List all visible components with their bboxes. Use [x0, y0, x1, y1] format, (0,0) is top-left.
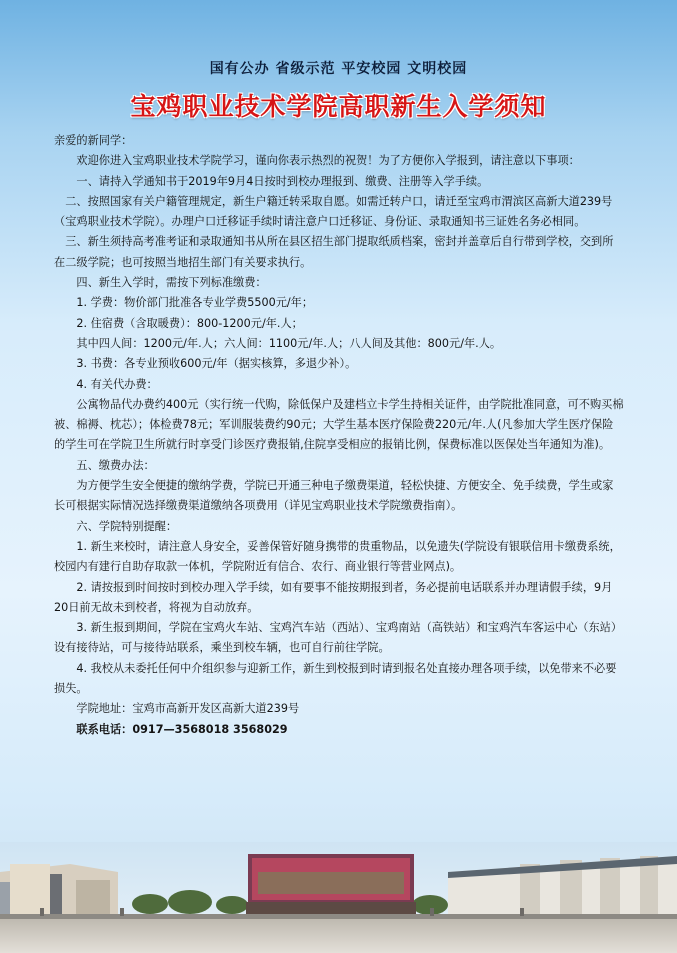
- fee-dorm-detail: 其中四人间：1200元/年.人；六人间：1100元/年.人；八人间及其他：800元/年.人。: [76, 336, 502, 350]
- item-2: 二、按照国家有关户籍管理规定，新生户籍迁转采取自愿。如需迁转户口，请迁至宝鸡市渭滨区高新大道239号（宝鸡职业技术学院）。办理户口迁移证手续时请注意户口迁移证、身份证、录取通知书三证姓名务必相同。: [54, 194, 613, 229]
- fee-other-text: 公寓物品代办费约400元（实行统一代购，除低保户及建档立卡学生持相关证件，由学院批准同意，可不购买棉被、棉褥、枕芯）；体检费78元；军训服装费约90元；大学生基本医疗保险费220元/年.人(凡参加大学生医疗保险的学生可在学院卫生所就行时享受门诊医疗费报销,住院享受相应的报销比例，保费标准以医保处当年通知为准)。: [54, 397, 624, 452]
- item-5: 五、缴费办法：: [76, 458, 155, 472]
- phone-label: 联系电话：: [76, 722, 133, 736]
- item-6: 六、学院特别提醒：: [76, 519, 178, 533]
- item-5-text: 为方便学生安全便捷的缴纳学费，学院已开通三种电子缴费渠道，轻松快捷、方便安全、免手续费，学生或家长可根据实际情况选择缴费渠道缴纳各项费用（详见宝鸡职业技术学院缴费指南）。: [54, 479, 614, 513]
- tagline: 国有公办 省级示范 平安校园 文明校园: [209, 61, 468, 77]
- greeting: 亲爱的新同学：: [54, 134, 133, 147]
- reminder-2: 2. 请按报到时间按时到校办理入学手续，如有要事不能按期报到者，务必提前电话联系并办理请假手续，9月20日前无故未到校者，将视为自动放弃。: [54, 580, 613, 614]
- item-3: 三、新生须持高考准考证和录取通知书从所在县区招生部门提取纸质档案，密封并盖章后自行带到学校，交到所在二级学院；也可按照当地招生部门有关要求执行。: [54, 235, 614, 269]
- phone-line: [54, 720, 624, 740]
- reminder-4: 4. 我校从未委托任何中介组织参与迎新工作，新生到校报到时请到报名处直接办理各项手续，以免带来不必要损失。: [54, 661, 617, 696]
- item-4: 四、新生入学时，需按下列标准缴费：: [76, 276, 267, 290]
- phone-value: 0917—3568018 3568029: [132, 722, 288, 736]
- intro-paragraph: 欢迎你进入宝鸡职业技术学院学习，谨向你表示热烈的祝贺！为了方便你入学报到，请注意以下事项：: [76, 154, 580, 168]
- page-title: 宝鸡职业技术学院高职新生入学须知: [130, 92, 547, 121]
- address-line: [54, 699, 624, 719]
- fee-books: 3. 书费：各专业预收600元/年（据实核算，多退少补）。: [76, 357, 357, 371]
- notice-body: [54, 131, 624, 740]
- fee-tuition: 1. 学费：物价部门批准各专业学费5500元/年；: [76, 296, 314, 310]
- address-value: 宝鸡市高新开发区高新大道239号: [132, 702, 300, 716]
- campus-photo: [0, 842, 677, 953]
- reminder-3: 3. 新生报到期间，学院在宝鸡火车站、宝鸡汽车站（西站）、宝鸡南站（高铁站）和宝鸡汽车客运中心（东站）设有接待站，可与接待站联系，乘坐到校车辆，也可自行前往学院。: [54, 621, 623, 655]
- address-label: 学院地址：: [76, 702, 133, 716]
- fee-dorm: 2. 住宿费（含取暖费）：800-1200元/年.人；: [76, 316, 303, 330]
- reminder-1: 1. 新生来校时，请注意人身安全，妥善保管好随身携带的贵重物品，以免遗失(学院设有银联信用卡缴费系统，校园内有建行自助存取款一体机，学院附近有信合、农行、商业银行等营业网点)。: [54, 539, 621, 574]
- item-1: 一、请持入学通知书于2019年9月4日按时到校办理报到、缴费、注册等入学手续。: [76, 174, 489, 188]
- fee-other-label: 4. 有关代办费：: [76, 377, 158, 391]
